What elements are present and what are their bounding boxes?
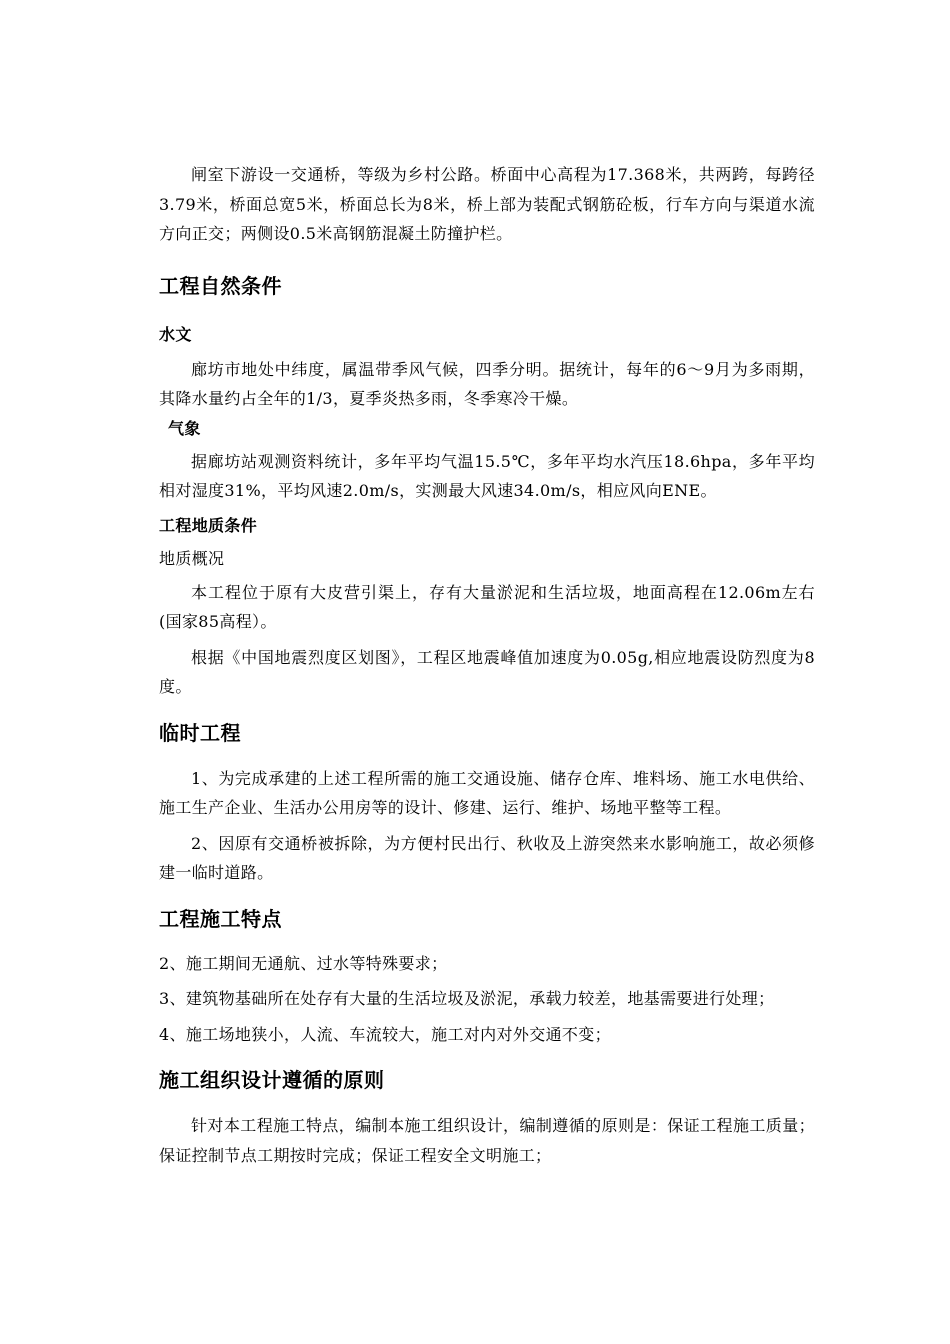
bridge-paragraph: 闸室下游设一交通桥，等级为乡村公路。桥面中心高程为17.368米，共两跨，每跨径3.79米，桥面总宽5米，桥面总长为8米，桥上部为装配式钢筋砼板，行车方向与渠道水流方向正交；两侧设0.5米高钢筋混凝土防撞护栏。 (159, 165, 815, 243)
temporary-item-2: 2、因原有交通桥被拆除，为方便村民出行、秋收及上游突然来水影响施工，故必须修建一临时道路。 (159, 833, 815, 882)
geology-overview-label: 地质概况 (159, 548, 225, 568)
feature-item-3: 3、建筑物基础所在处存有大量的生活垃圾及淤泥，承载力较差，地基需要进行处理； (159, 989, 775, 1008)
heading-geology: 工程地质条件 (159, 515, 258, 535)
feature-item-2: 2、施工期间无通航、过水等特殊要求； (159, 953, 448, 973)
principles-paragraph: 针对本工程施工特点，编制本施工组织设计，编制遵循的原则是：保证工程施工质量；保证控制节点工期按时完成；保证工程安全文明施工； (159, 1116, 815, 1165)
heading-natural-conditions: 工程自然条件 (159, 273, 282, 298)
document-page (159, 160, 815, 1170)
heading-construction-features: 工程施工特点 (159, 906, 282, 931)
heading-hydrology: 水文 (159, 324, 192, 344)
weather-paragraph: 据廊坊站观测资料统计，多年平均气温15.5℃，多年平均水汽压18.6hpa，多年平均相对湿度31%，平均风速2.0m/s，实测最大风速34.0m/s，相应风向ENE。 (159, 451, 815, 500)
temporary-item-1: 1、为完成承建的上述工程所需的施工交通设施、储存仓库、堆料场、施工水电供给、施工生产企业、生活办公用房等的设计、修建、运行、维护、场地平整等工程。 (159, 768, 815, 817)
heading-temporary-works: 临时工程 (159, 720, 241, 745)
heading-weather: 气象 (168, 418, 201, 438)
hydrology-paragraph: 廊坊市地处中纬度，属温带季风气候，四季分明。据统计，每年的6～9月为多雨期，其降水量约占全年的1/3，夏季炎热多雨，冬季寒冷干燥。 (159, 359, 815, 408)
heading-design-principles: 施工组织设计遵循的原则 (159, 1068, 385, 1092)
geology-paragraph-1: 本工程位于原有大皮营引渠上，存有大量淤泥和生活垃圾，地面高程在12.06m左右(国家85高程）。 (159, 582, 815, 631)
feature-item-4: 4、施工场地狭小，人流、车流较大，施工对内对外交通不变； (159, 1024, 611, 1044)
geology-paragraph-2: 根据《中国地震烈度区划图》，工程区地震峰值加速度为0.05g,相应地震设防烈度为8度。 (159, 647, 815, 696)
